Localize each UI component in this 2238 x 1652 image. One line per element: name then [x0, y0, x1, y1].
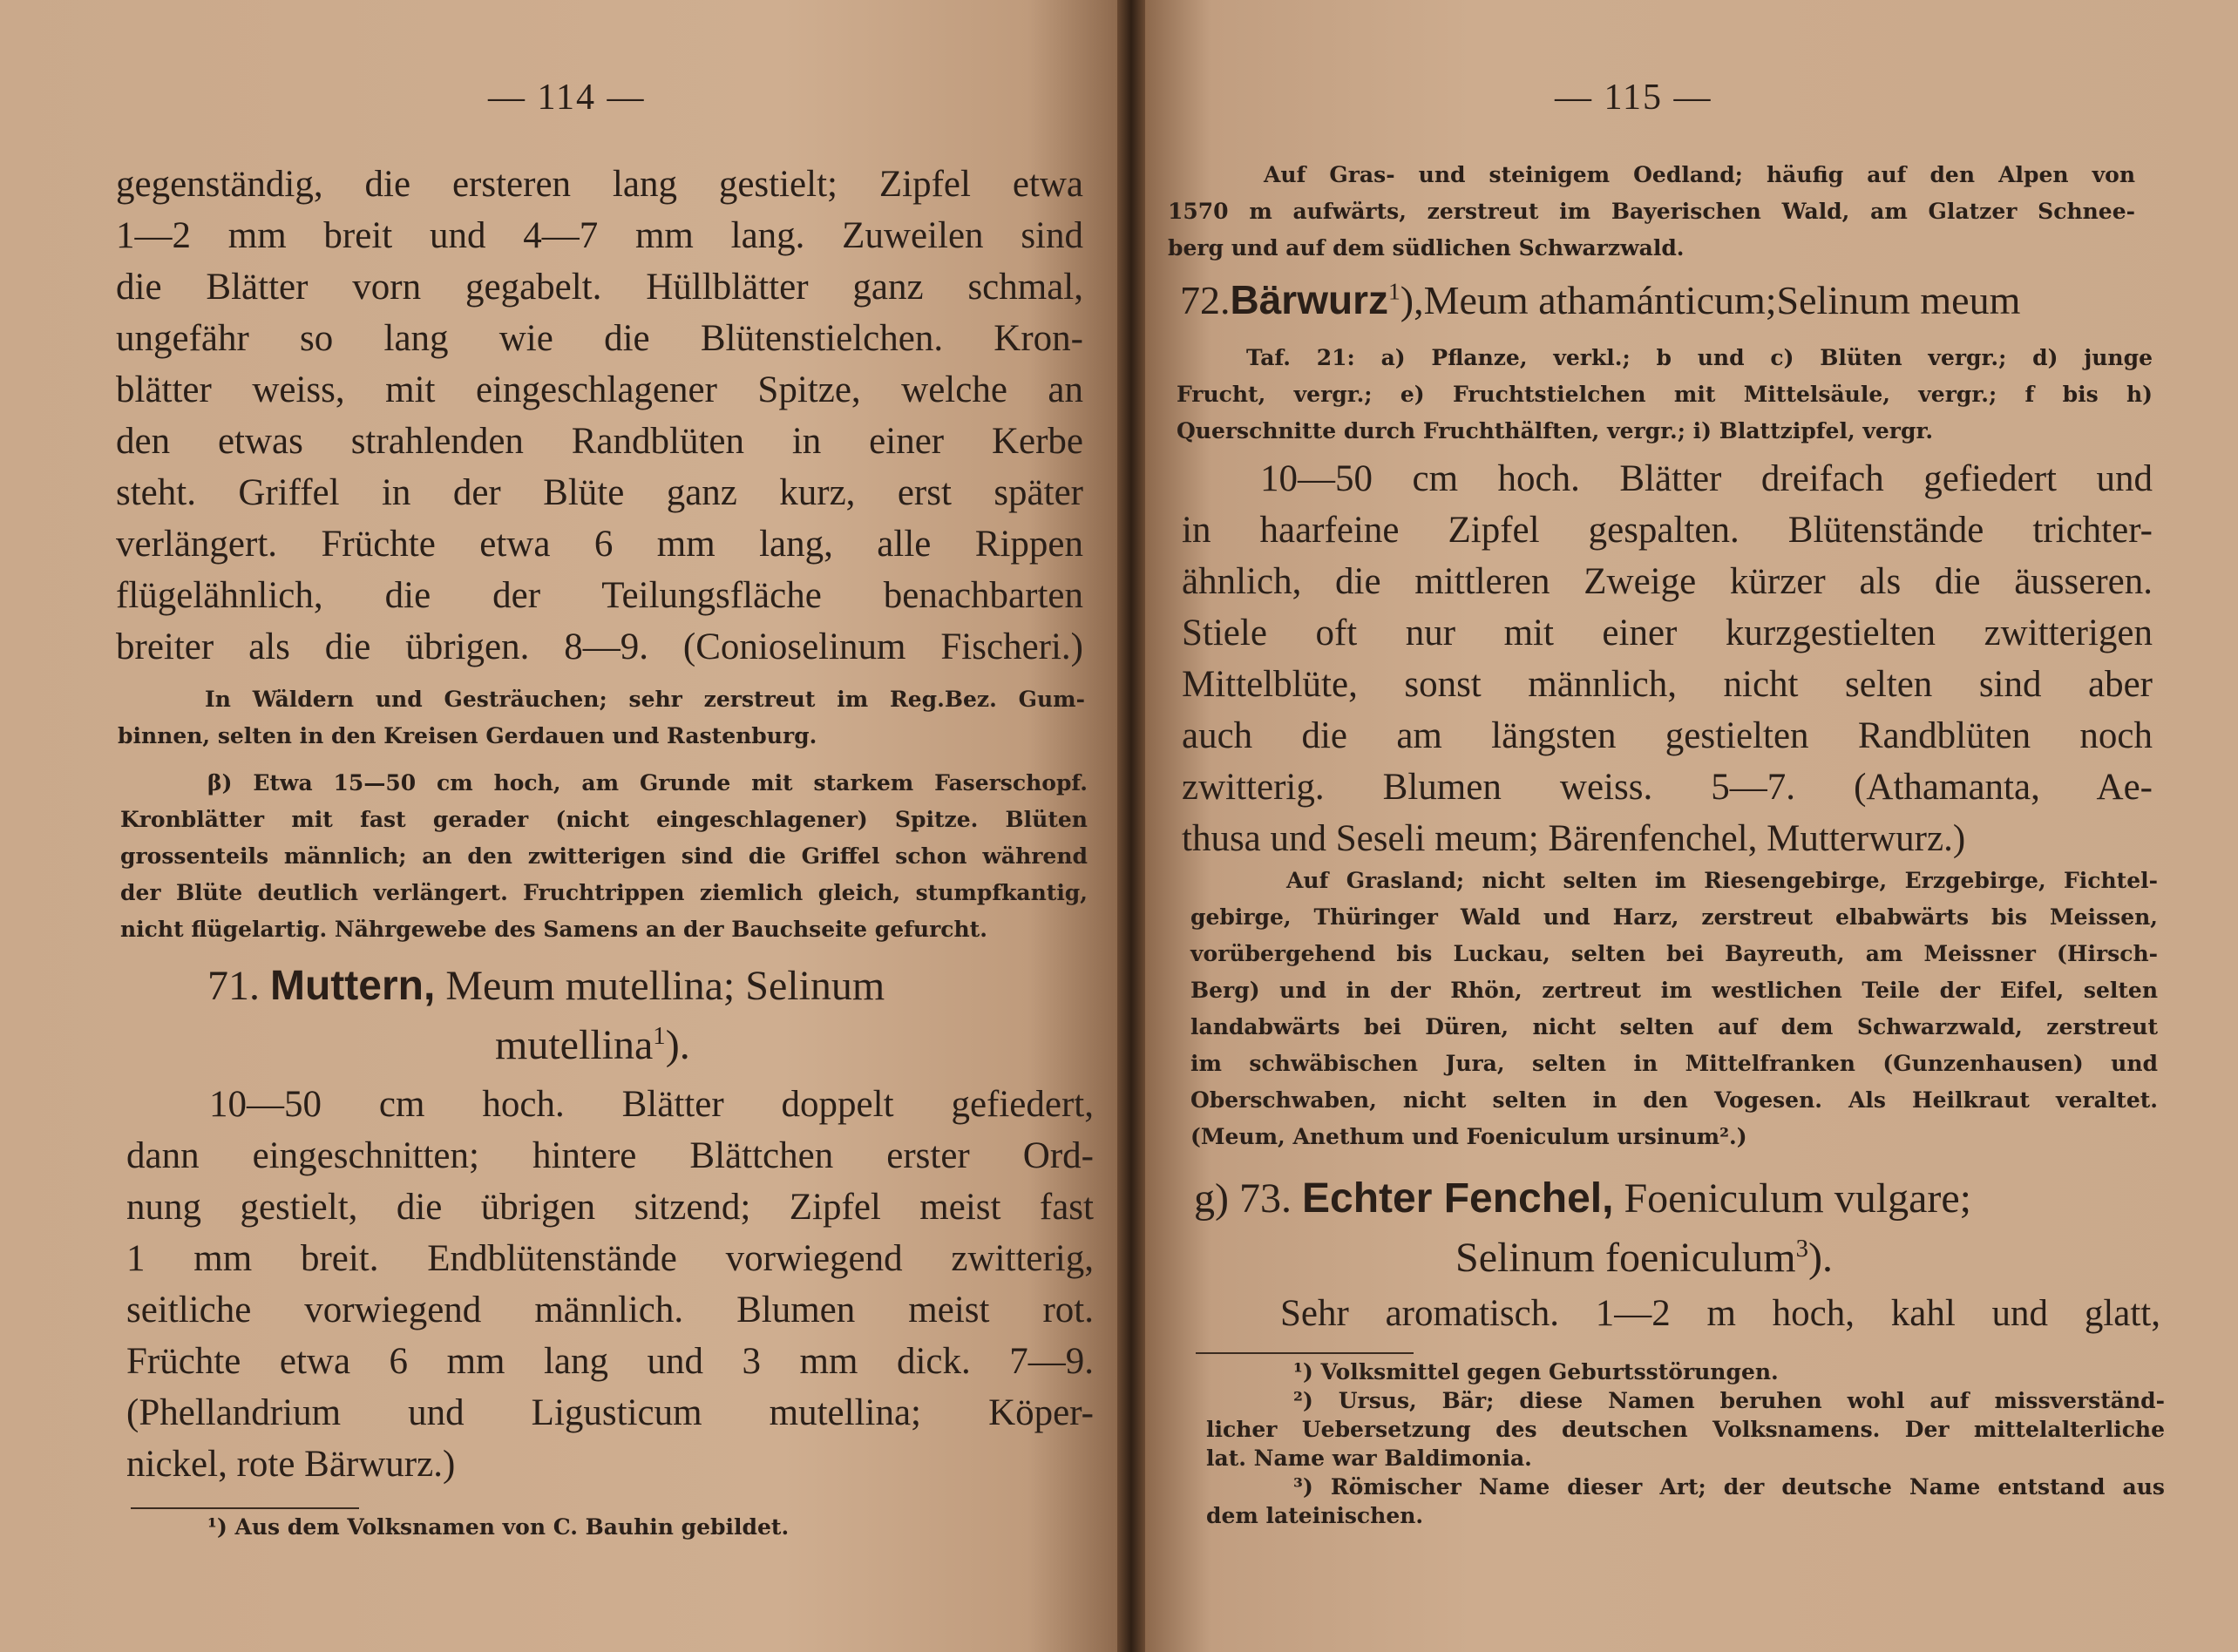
plate-reference	[1177, 340, 2153, 450]
footnote-mark: 1	[653, 1022, 666, 1050]
text-line: In Wäldern und Gesträuchen; sehr zerstreut im Reg.Bez. Gum-	[205, 687, 1085, 712]
species-description-73	[1280, 1288, 2160, 1339]
text-line: Oberschwaben, nicht selten in den Vogesen. Als Heilkraut veraltet.	[1190, 1087, 2158, 1113]
text-line: nicht flügelartig. Nährgewebe des Samens an der Bauchseite gefurcht.	[120, 917, 987, 942]
text-line: vorübergehend bis Luckau, selten bei Bayreuth, am Meissner (Hirsch-	[1190, 941, 2158, 966]
text-line: grossenteils männlich; an den zwitterigen sind die Griffel schon während	[120, 843, 1088, 869]
species-name: Muttern,	[270, 963, 436, 1009]
text-line: zwitterig. Blumen weiss. 5—7. (Athamanta, Ae-	[1182, 767, 2153, 808]
text-line: thusa und Seseli meum; Bärenfenchel, Mutterwurz.)	[1182, 818, 1966, 859]
species-number: 71.	[207, 963, 260, 1009]
habitat-note	[118, 681, 1085, 755]
text-line: Stiele oft nur mit einer kurzgestielten zwitterigen	[1182, 613, 2153, 653]
species-heading-71	[207, 957, 1088, 1075]
text-line: 1—2 mm breit und 4—7 mm lang. Zuweilen sind	[116, 215, 1083, 256]
footnote-text: ¹) Aus dem Volksnamen von C. Bauhin gebildet.	[207, 1514, 790, 1540]
text-line: breiter als die übrigen. 8—9. (Conioselinum Fischeri.)	[116, 626, 1083, 667]
text-line: nickel, rote Bärwurz.)	[126, 1444, 456, 1485]
footnote-text: dem lateinischen.	[1206, 1503, 1424, 1528]
text-line: gebirge, Thüringer Wald und Harz, zerstreut elbabwärts bis Meissen,	[1190, 904, 2158, 930]
text-line: blätter weiss, mit eingeschlagener Spitze, welche an	[116, 369, 1083, 410]
species-latin: ),Meum athamánticum;Selinum meum	[1400, 278, 2021, 322]
species-number: 73.	[1238, 1175, 1292, 1222]
footnote	[207, 1509, 992, 1546]
species-description-72	[1182, 453, 2153, 864]
footnote-text: ¹) Volksmittel gegen Geburtsstörungen.	[1293, 1359, 1779, 1385]
footnote-text: licher Uebersetzung des deutschen Volksnamens. Der mittelalterliche	[1206, 1417, 2165, 1442]
footnote-text: lat. Name war Baldimonia.	[1206, 1446, 1532, 1471]
footnote-text: ²) Ursus, Bär; diese Namen beruhen wohl auf missverständ-	[1293, 1388, 2165, 1413]
footnote-text: ³) Römischer Name dieser Art; der deutsche Name entstand aus	[1293, 1474, 2165, 1500]
text-line: in haarfeine Zipfel gespalten. Blütenstände trichter-	[1182, 510, 2153, 551]
continued-text	[116, 159, 1083, 673]
text-line: β) Etwa 15—50 cm hoch, am Grunde mit starkem Faserschopf.	[207, 770, 1088, 796]
text-line: berg und auf dem südlichen Schwarzwald.	[1168, 235, 1685, 261]
heading-close: ).	[1808, 1235, 1833, 1281]
footnote-rule	[1196, 1352, 1414, 1354]
page-number: — 115 —	[1555, 78, 1712, 118]
habitat-note	[1190, 863, 2158, 1155]
text-line: Frucht, vergr.; e) Fruchtstielchen mit Mittelsäule, vergr.; f bis h)	[1177, 382, 2153, 407]
species-latin: Selinum foeniculum	[1455, 1235, 1796, 1281]
species-description-71	[126, 1079, 1094, 1490]
species-latin: Foeniculum vulgare;	[1624, 1175, 1972, 1222]
species-heading-73	[1194, 1169, 2170, 1288]
text-line: Früchte etwa 6 mm lang und 3 mm dick. 7—9.	[126, 1341, 1094, 1382]
text-line: steht. Griffel in der Blüte ganz kurz, erst später	[116, 472, 1083, 513]
text-line: landabwärts bei Düren, nicht selten auf dem Schwarzwald, zerstreut	[1190, 1014, 2158, 1039]
text-line: 1 mm breit. Endblütenstände vorwiegend zwitterig,	[126, 1238, 1094, 1279]
text-line: verlängert. Früchte etwa 6 mm lang, alle Rippen	[116, 524, 1083, 565]
text-line: nung gestielt, die übrigen sitzend; Zipfel meist fast	[126, 1187, 1094, 1228]
text-line: (Phellandrium und Ligusticum mutellina; Köper-	[126, 1392, 1094, 1433]
text-line: auch die am längsten gestielten Randblüten noch	[1182, 715, 2153, 756]
species-latin: mutellina	[495, 1022, 654, 1068]
text-line: 1570 m aufwärts, zerstreut im Bayerischen Wald, am Glatzer Schnee-	[1168, 199, 2135, 224]
page-number: — 114 —	[488, 78, 646, 118]
text-line: seitliche vorwiegend männlich. Blumen meist rot.	[126, 1290, 1094, 1330]
variety-beta	[120, 765, 1088, 948]
footnote-mark: 1	[1387, 277, 1400, 305]
text-line: Sehr aromatisch. 1—2 m hoch, kahl und glatt,	[1280, 1293, 2160, 1334]
text-line: flügelähnlich, die der Teilungsfläche benachbarten	[116, 575, 1083, 616]
text-line: ungefähr so lang wie die Blütenstielchen. Kron-	[116, 318, 1083, 359]
text-line: binnen, selten in den Kreisen Gerdauen und Rastenburg.	[118, 723, 817, 748]
text-line: Kronblätter mit fast gerader (nicht eingeschlagener) Spitze. Blüten	[120, 807, 1088, 832]
species-name: Bärwurz	[1230, 277, 1388, 322]
text-line: die Blätter vorn gegabelt. Hüllblätter ganz schmal,	[116, 267, 1083, 308]
footnotes	[1206, 1357, 2165, 1530]
left-page	[0, 0, 1117, 1652]
text-line: Auf Grasland; nicht selten im Riesengebirge, Erzgebirge, Fichtel-	[1286, 868, 2158, 893]
text-line: Taf. 21: a) Pflanze, verkl.; b und c) Blüten vergr.; d) junge	[1246, 345, 2153, 370]
heading-close: ).	[665, 1022, 690, 1068]
text-line: gegenständig, die ersteren lang gestielt; Zipfel etwa	[116, 164, 1083, 205]
text-line: den etwas strahlenden Randblüten in einer Kerbe	[116, 421, 1083, 462]
species-latin: Meum mutellina; Selinum	[445, 963, 885, 1009]
footnote-mark: 3	[1795, 1235, 1809, 1263]
text-line: dann eingeschnitten; hintere Blättchen erster Ord-	[126, 1135, 1094, 1176]
text-line: der Blüte deutlich verlängert. Fruchtrippen ziemlich gleich, stumpfkantig,	[120, 880, 1088, 905]
text-line: Mittelblüte, sonst männlich, nicht selten sind aber	[1182, 664, 2153, 705]
species-name: Echter Fenchel,	[1301, 1175, 1614, 1222]
text-line: Auf Gras- und steinigem Oedland; häufig auf den Alpen von	[1264, 162, 2135, 187]
text-line: (Meum, Anethum und Foeniculum ursinum².)	[1190, 1124, 1747, 1149]
book-gutter	[1117, 0, 1145, 1652]
text-line: Querschnitte durch Fruchthälften, vergr.; i) Blattzipfel, vergr.	[1177, 418, 1934, 443]
text-line: im schwäbischen Jura, selten in Mittelfranken (Gunzenhausen) und	[1190, 1051, 2158, 1076]
text-line: 10—50 cm hoch. Blätter doppelt gefiedert,	[209, 1084, 1094, 1125]
habitat-note	[1168, 157, 2135, 267]
text-line: ähnlich, die mittleren Zweige kürzer als die äusseren.	[1182, 561, 2153, 602]
text-line: Berg) und in der Rhön, zertreut im westlichen Teile der Eifel, selten	[1190, 978, 2158, 1003]
species-heading-72	[1180, 270, 2165, 330]
species-number: 72.	[1180, 278, 1231, 322]
text-line: 10—50 cm hoch. Blätter dreifach gefiedert und	[1260, 458, 2153, 499]
section-letter: g)	[1194, 1175, 1229, 1222]
right-page	[1145, 0, 2238, 1652]
